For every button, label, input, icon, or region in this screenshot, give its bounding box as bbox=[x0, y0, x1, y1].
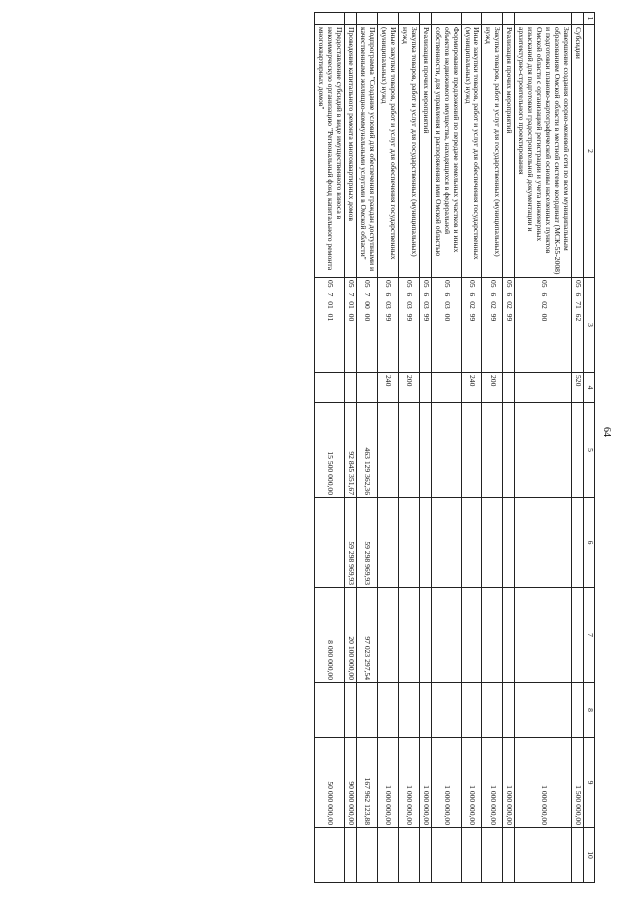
amount-col8 bbox=[315, 683, 345, 738]
amount-col8 bbox=[461, 683, 482, 738]
table-row bbox=[503, 13, 515, 883]
expense-type: 240 bbox=[377, 373, 398, 403]
blank-cell bbox=[315, 13, 345, 25]
amount-col6 bbox=[419, 498, 431, 588]
item-description: Закупка товаров, работ и услуг для государственных (муниципальных) нужд bbox=[482, 25, 503, 278]
item-description: Иные закупки товаров, работ и услуг для обеспечения государственных (муниципальных) нужд bbox=[461, 25, 482, 278]
amount-col9: 1 000 000,00 bbox=[398, 738, 419, 828]
amount-col9: 1 000 000,00 bbox=[482, 738, 503, 828]
amount-col7 bbox=[482, 588, 503, 683]
amount-col10 bbox=[431, 828, 461, 883]
amount-col10 bbox=[419, 828, 431, 883]
blank-cell bbox=[503, 13, 515, 25]
amount-col9: 1 000 000,00 bbox=[431, 738, 461, 828]
amount-col5 bbox=[503, 403, 515, 498]
target-code: 05 6 03 00 bbox=[431, 278, 461, 373]
amount-col8 bbox=[431, 683, 461, 738]
amount-col9: 90 000 000,00 bbox=[345, 738, 357, 828]
amount-col6 bbox=[461, 498, 482, 588]
amount-col7: 20 100 000,00 bbox=[345, 588, 357, 683]
target-code: 05 6 02 00 bbox=[515, 278, 572, 373]
amount-col7 bbox=[461, 588, 482, 683]
amount-col5: 92 845 351,67 bbox=[345, 403, 357, 498]
amount-col10 bbox=[345, 828, 357, 883]
expense-type bbox=[345, 373, 357, 403]
amount-col9: 1 500 000,00 bbox=[572, 738, 584, 828]
table-row bbox=[315, 13, 345, 883]
table-row bbox=[398, 13, 419, 883]
col-header: 1 bbox=[584, 13, 595, 25]
amount-col6: 59 298 969,93 bbox=[345, 498, 357, 588]
amount-col7 bbox=[431, 588, 461, 683]
amount-col9: 50 000 000,00 bbox=[315, 738, 345, 828]
amount-col10 bbox=[503, 828, 515, 883]
amount-col6 bbox=[431, 498, 461, 588]
amount-col7: 97 023 297,54 bbox=[357, 588, 378, 683]
amount-col9: 1 000 000,00 bbox=[377, 738, 398, 828]
amount-col9: 1 000 000,00 bbox=[419, 738, 431, 828]
amount-col10 bbox=[482, 828, 503, 883]
target-code: 05 6 03 99 bbox=[398, 278, 419, 373]
item-description: Закупка товаров, работ и услуг для государственных (муниципальных) нужд bbox=[398, 25, 419, 278]
amount-col5 bbox=[482, 403, 503, 498]
col-header: 5 bbox=[584, 403, 595, 498]
amount-col9: 1 000 000,00 bbox=[503, 738, 515, 828]
item-description: Подпрограмма "Создание условий для обеспечения граждан доступными и качественными жилищно-коммунальными услугами в Омской области" bbox=[357, 25, 378, 278]
amount-col6 bbox=[315, 498, 345, 588]
target-code: 05 7 00 00 bbox=[357, 278, 378, 373]
budget-table bbox=[314, 12, 595, 883]
col-header: 9 bbox=[584, 738, 595, 828]
expense-type: 240 bbox=[461, 373, 482, 403]
rotated-page bbox=[29, 12, 617, 882]
table-row bbox=[419, 13, 431, 883]
amount-col8 bbox=[482, 683, 503, 738]
amount-col7 bbox=[419, 588, 431, 683]
blank-cell bbox=[431, 13, 461, 25]
target-code: 05 6 71 62 bbox=[572, 278, 584, 373]
item-description: Реализация прочих мероприятий bbox=[419, 25, 431, 278]
col-header: 7 bbox=[584, 588, 595, 683]
table-row bbox=[572, 13, 584, 883]
expense-type: 200 bbox=[398, 373, 419, 403]
amount-col6 bbox=[398, 498, 419, 588]
page-number: 64 bbox=[601, 427, 612, 437]
amount-col8 bbox=[398, 683, 419, 738]
table-row bbox=[377, 13, 398, 883]
table-row bbox=[461, 13, 482, 883]
amount-col5 bbox=[515, 403, 572, 498]
table-row bbox=[357, 13, 378, 883]
blank-cell bbox=[377, 13, 398, 25]
target-code: 05 7 01 01 bbox=[315, 278, 345, 373]
col-header: 3 bbox=[584, 278, 595, 373]
col-header: 6 bbox=[584, 498, 595, 588]
expense-type bbox=[419, 373, 431, 403]
amount-col10 bbox=[357, 828, 378, 883]
amount-col5 bbox=[398, 403, 419, 498]
amount-col6 bbox=[482, 498, 503, 588]
amount-col10 bbox=[461, 828, 482, 883]
amount-col5: 15 500 000,00 bbox=[315, 403, 345, 498]
expense-type bbox=[503, 373, 515, 403]
column-number-row bbox=[584, 13, 595, 883]
table-row bbox=[431, 13, 461, 883]
target-code: 05 6 02 99 bbox=[461, 278, 482, 373]
amount-col5 bbox=[377, 403, 398, 498]
amount-col9: 167 962 123,88 bbox=[357, 738, 378, 828]
amount-col5: 463 129 362,36 bbox=[357, 403, 378, 498]
amount-col8 bbox=[345, 683, 357, 738]
target-code: 05 7 01 00 bbox=[345, 278, 357, 373]
item-description: Реализация прочих мероприятий bbox=[503, 25, 515, 278]
amount-col7 bbox=[503, 588, 515, 683]
amount-col10 bbox=[398, 828, 419, 883]
expense-type bbox=[315, 373, 345, 403]
amount-col10 bbox=[572, 828, 584, 883]
item-description: Иные закупки товаров, работ и услуг для обеспечения государственных (муниципальных) нужд bbox=[377, 25, 398, 278]
amount-col5 bbox=[461, 403, 482, 498]
target-code: 05 6 03 99 bbox=[377, 278, 398, 373]
target-code: 05 6 02 99 bbox=[482, 278, 503, 373]
amount-col7 bbox=[515, 588, 572, 683]
amount-col8 bbox=[419, 683, 431, 738]
blank-cell bbox=[357, 13, 378, 25]
amount-col9: 1 000 000,00 bbox=[515, 738, 572, 828]
table-row bbox=[345, 13, 357, 883]
amount-col9: 1 000 000,00 bbox=[461, 738, 482, 828]
amount-col5 bbox=[419, 403, 431, 498]
table-row bbox=[482, 13, 503, 883]
amount-col7 bbox=[377, 588, 398, 683]
amount-col10 bbox=[377, 828, 398, 883]
amount-col6 bbox=[377, 498, 398, 588]
item-description: Проведение капитального ремонта многоквартирных домов bbox=[345, 25, 357, 278]
amount-col6: 59 298 969,93 bbox=[357, 498, 378, 588]
amount-col8 bbox=[572, 683, 584, 738]
amount-col5 bbox=[572, 403, 584, 498]
amount-col8 bbox=[357, 683, 378, 738]
item-description: Формирование предложений по передаче земельных участков и иных объектов недвижимого имущества, находящихся в федеральной собственности, для управления и распоряжения ими Омской областью bbox=[431, 25, 461, 278]
expense-type bbox=[357, 373, 378, 403]
amount-col10 bbox=[515, 828, 572, 883]
col-header: 8 bbox=[584, 683, 595, 738]
item-description: Субсидии bbox=[572, 25, 584, 278]
amount-col5 bbox=[431, 403, 461, 498]
amount-col8 bbox=[377, 683, 398, 738]
blank-cell bbox=[482, 13, 503, 25]
col-header: 4 bbox=[584, 373, 595, 403]
blank-cell bbox=[398, 13, 419, 25]
amount-col7 bbox=[398, 588, 419, 683]
blank-cell bbox=[345, 13, 357, 25]
expense-type bbox=[431, 373, 461, 403]
item-description: Завершение создания опорно-межевой сети по всем муниципальным образованиям Омской области в местной системе координат (МСК-55-2008) и подготовки планово-картографической основы населенных пунктов Омской области с организацией регистрации и учета инженерных изысканий для подготовки градостроительной документации и архитектурно-строительного проектирования bbox=[515, 25, 572, 278]
expense-type bbox=[515, 373, 572, 403]
item-description: Предоставление субсидий в виде имущественного взноса в некоммерческую организацию "Региональный фонд капитального ремонта многоквартирных домов" bbox=[315, 25, 345, 278]
col-header: 2 bbox=[584, 25, 595, 278]
amount-col6 bbox=[503, 498, 515, 588]
blank-cell bbox=[461, 13, 482, 25]
amount-col8 bbox=[503, 683, 515, 738]
amount-col10 bbox=[315, 828, 345, 883]
expense-type: 200 bbox=[482, 373, 503, 403]
expense-type: 520 bbox=[572, 373, 584, 403]
amount-col7 bbox=[572, 588, 584, 683]
target-code: 05 6 03 99 bbox=[419, 278, 431, 373]
amount-col6 bbox=[515, 498, 572, 588]
target-code: 05 6 02 99 bbox=[503, 278, 515, 373]
table-row bbox=[515, 13, 572, 883]
amount-col8 bbox=[515, 683, 572, 738]
amount-col6 bbox=[572, 498, 584, 588]
blank-cell bbox=[572, 13, 584, 25]
blank-cell bbox=[515, 13, 572, 25]
blank-cell bbox=[419, 13, 431, 25]
amount-col7: 8 000 000,00 bbox=[315, 588, 345, 683]
col-header: 10 bbox=[584, 828, 595, 883]
